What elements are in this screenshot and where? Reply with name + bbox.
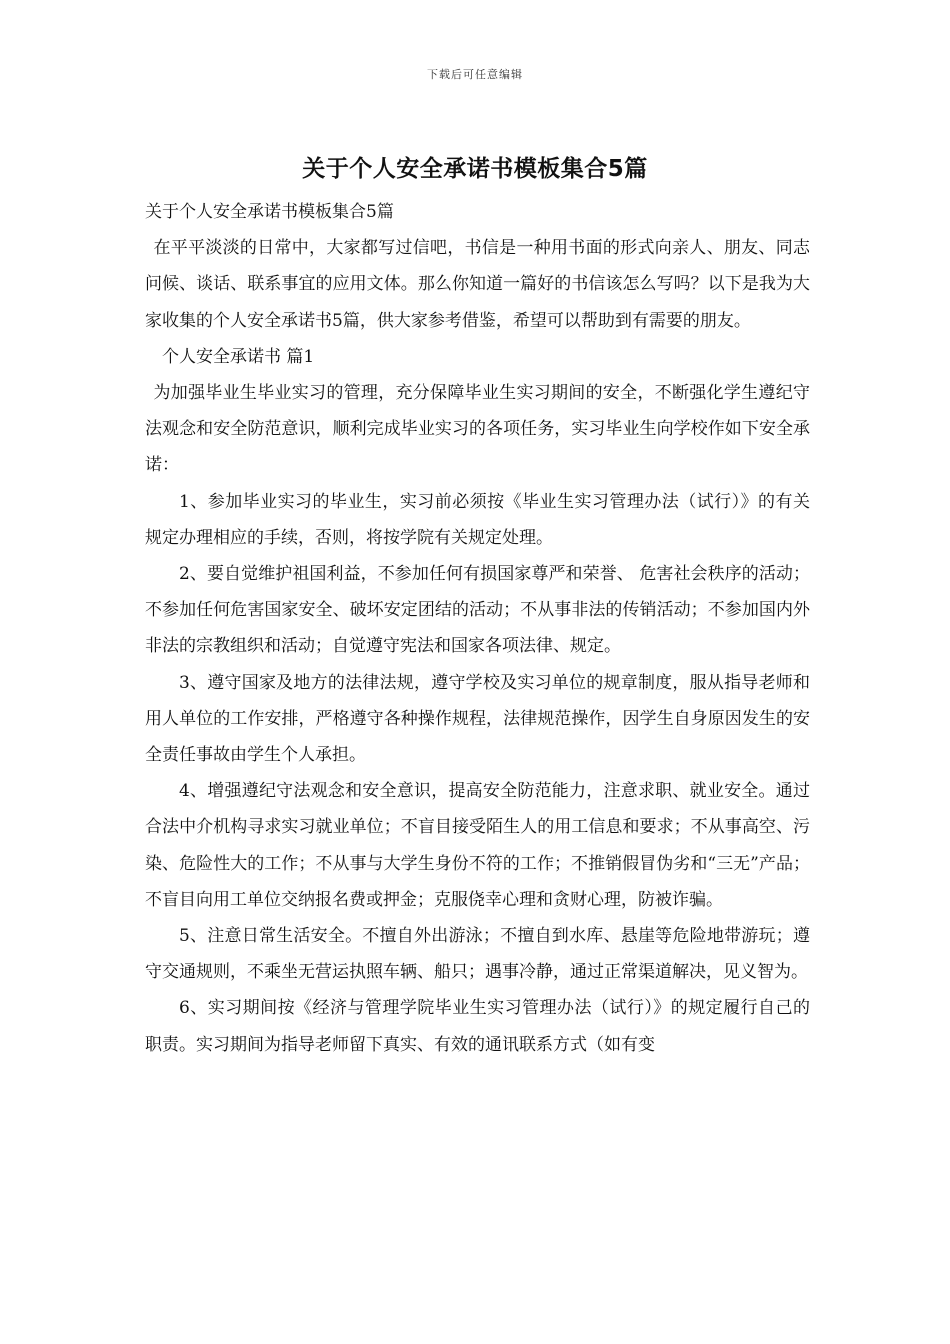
intro-paragraph: 在平平淡淡的日常中，大家都写过信吧，书信是一种用书面的形式向亲人、朋友、同志问候、谈话、联系事宜的应用文体。那么你知道一篇好的书信该怎么写吗？以下是我为大家收集的个人安全承诺书5篇，供大家参考借鉴，希望可以帮助到有需要的朋友。 (145, 238, 810, 331)
commitment-item-1: 1、参加毕业实习的毕业生，实习前必须按《毕业生实习管理办法（试行）》的有关规定办理相应的手续，否则，将按学院有关规定处理。 (145, 491, 810, 548)
section-heading: 个人安全承诺书 篇1 (162, 346, 315, 367)
document-title: 关于个人安全承诺书模板集合5篇 (302, 156, 648, 182)
commitment-item-5: 5、注意日常生活安全。不擅自外出游泳；不擅自到水库、悬崖等危险地带游玩；遵守交通规则，不乘坐无营运执照车辆、船只；遇事冷静，通过正常渠道解决，见义智为。 (145, 926, 810, 983)
header-note: 下载后可任意编辑 (427, 68, 523, 81)
document-subtitle: 关于个人安全承诺书模板集合5篇 (145, 202, 394, 222)
document-body (145, 194, 810, 1063)
commitment-item-4: 4、增强遵纪守法观念和安全意识，提高安全防范能力，注意求职、就业安全。通过合法中介机构寻求实习就业单位；不盲目接受陌生人的用工信息和要求；不从事高空、污染、危险性大的工作；不从事与大学生身份不符的工作；不推销假冒伪劣和“三无”产品；不盲目向用工单位交纳报名费或押金；克服侥幸心理和贪财心理，防被诈骗。 (145, 781, 810, 910)
commitment-item-6: 6、实习期间按《经济与管理学院毕业生实习管理办法（试行）》的规定履行自己的职责。实习期间为指导老师留下真实、有效的通讯联系方式（如有变 (145, 998, 810, 1055)
commitment-item-2: 2、要自觉维护祖国利益，不参加任何有损国家尊严和荣誉、 危害社会秩序的活动；不参加任何危害国家安全、破坏安定团结的活动；不从事非法的传销活动；不参加国内外非法的宗教组织和活动；自觉遵守宪法和国家各项法律、规定。 (145, 564, 810, 657)
commitment-item-3: 3、遵守国家及地方的法律法规，遵守学校及实习单位的规章制度，服从指导老师和用人单位的工作安排，严格遵守各种操作规程，法律规范操作，因学生自身原因发生的安全责任事故由学生个人承担。 (145, 672, 810, 766)
lead-paragraph: 为加强毕业生毕业实习的管理，充分保障毕业生实习期间的安全，不断强化学生遵纪守法观念和安全防范意识，顺利完成毕业实习的各项任务，实习毕业生向学校作如下安全承诺： (145, 383, 810, 476)
